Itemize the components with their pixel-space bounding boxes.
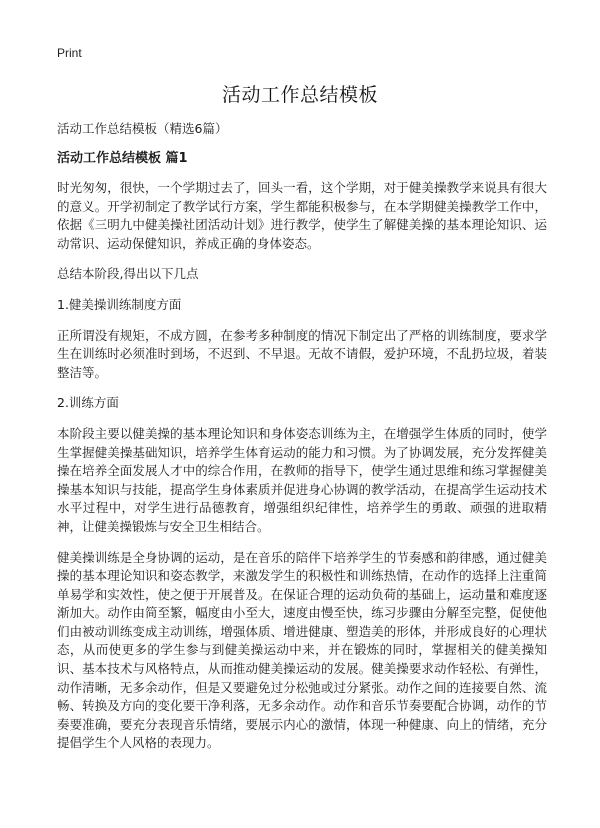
paragraph-point-2-heading: 2.训练方面 [57,395,119,411]
print-label: Print [57,46,82,60]
section-heading: 活动工作总结模板 篇1 [57,151,188,166]
paragraph-point-2-detail: 健美操训练是全身协调的运动，是在音乐的陪伴下培养学生的节奏感和韵律感，通过健美操的基本理论知识和姿态教学，来激发学生的积极性和训练热情，在动作的选择上注重简单易学和实效性，使之便于开展普及。在保证合理的运动负荷的基础上，运动量和难度逐渐加大。动作由简至繁，幅度由小至大，速度由慢至快，练习步骤由分解至完整，促使他们由被动训练变成主动训练，增强体质、增进健康、塑造美的形体，并形成良好的心理状态，从而使更多的学生参与到健美操运动中来，并在锻炼的同时，掌握相关的健美操知识、基本技术与风格特点，从而推动健美操运动的发展。健美操要求动作轻松、有弹性，动作清晰，无多余动作，但是又要避免过分松弛或过分紧张。动作之间的连接要自然、流畅、转换及方向的变化要干净利落，无多余动作。动作和音乐节奏要配合协调，动作的节奏要准确，要充分表现音乐情绪，要展示内心的激情，体现一种健康、向上的情绪，充分提倡学生个人风格的表现力。 [57,549,547,751]
paragraph-summary-lead: 总结本阶段,得出以下几点 [57,266,199,282]
document-body [57,120,547,765]
paragraph-intro: 时光匆匆，很快，一个学期过去了，回头一看，这个学期，对于健美操教学来说具有很大的意义。开学初制定了教学试行方案，学生都能积极参与，在本学期健美操教学工作中，依据《三明九中健美操社团活动计划》进行教学，使学生了解健美操的基本理论知识、运动常识、运动保健知识，养成正确的身体姿态。 [57,180,547,251]
paragraph-point-1-body: 正所谓没有规矩，不成方圆，在参考多种制度的情况下制定出了严格的训练制度，要求学生在训练时必须准时到场，不迟到、不早退。无故不请假，爱护环境，不乱扔垃圾，着装整洁等。 [57,327,547,380]
page-title: 活动工作总结模板 [221,84,378,106]
paragraph-point-2-body: 本阶段主要以健美操的基本理论知识和身体姿态训练为主，在增强学生体质的同时，使学生掌握健美操基础知识，培养学生体育运动的能力和习惯。为了协调发展，充分发挥健美操在培养全面发展人才中的综合作用，在教师的指导下，使学生通过思维和练习掌握健美操基本知识与技能，提高学生身体素质并促进身心协调的教学活动，在提高学生运动技术水平过程中，对学生进行品德教育，增强组织纪律性，培养学生的勇敢、顽强的进取精神，让健美操锻炼与安全卫生相结合。 [57,425,547,534]
paragraph-point-1-heading: 1.健美操训练制度方面 [57,296,182,312]
document-subtitle: 活动工作总结模板（精选6篇） [57,121,228,136]
